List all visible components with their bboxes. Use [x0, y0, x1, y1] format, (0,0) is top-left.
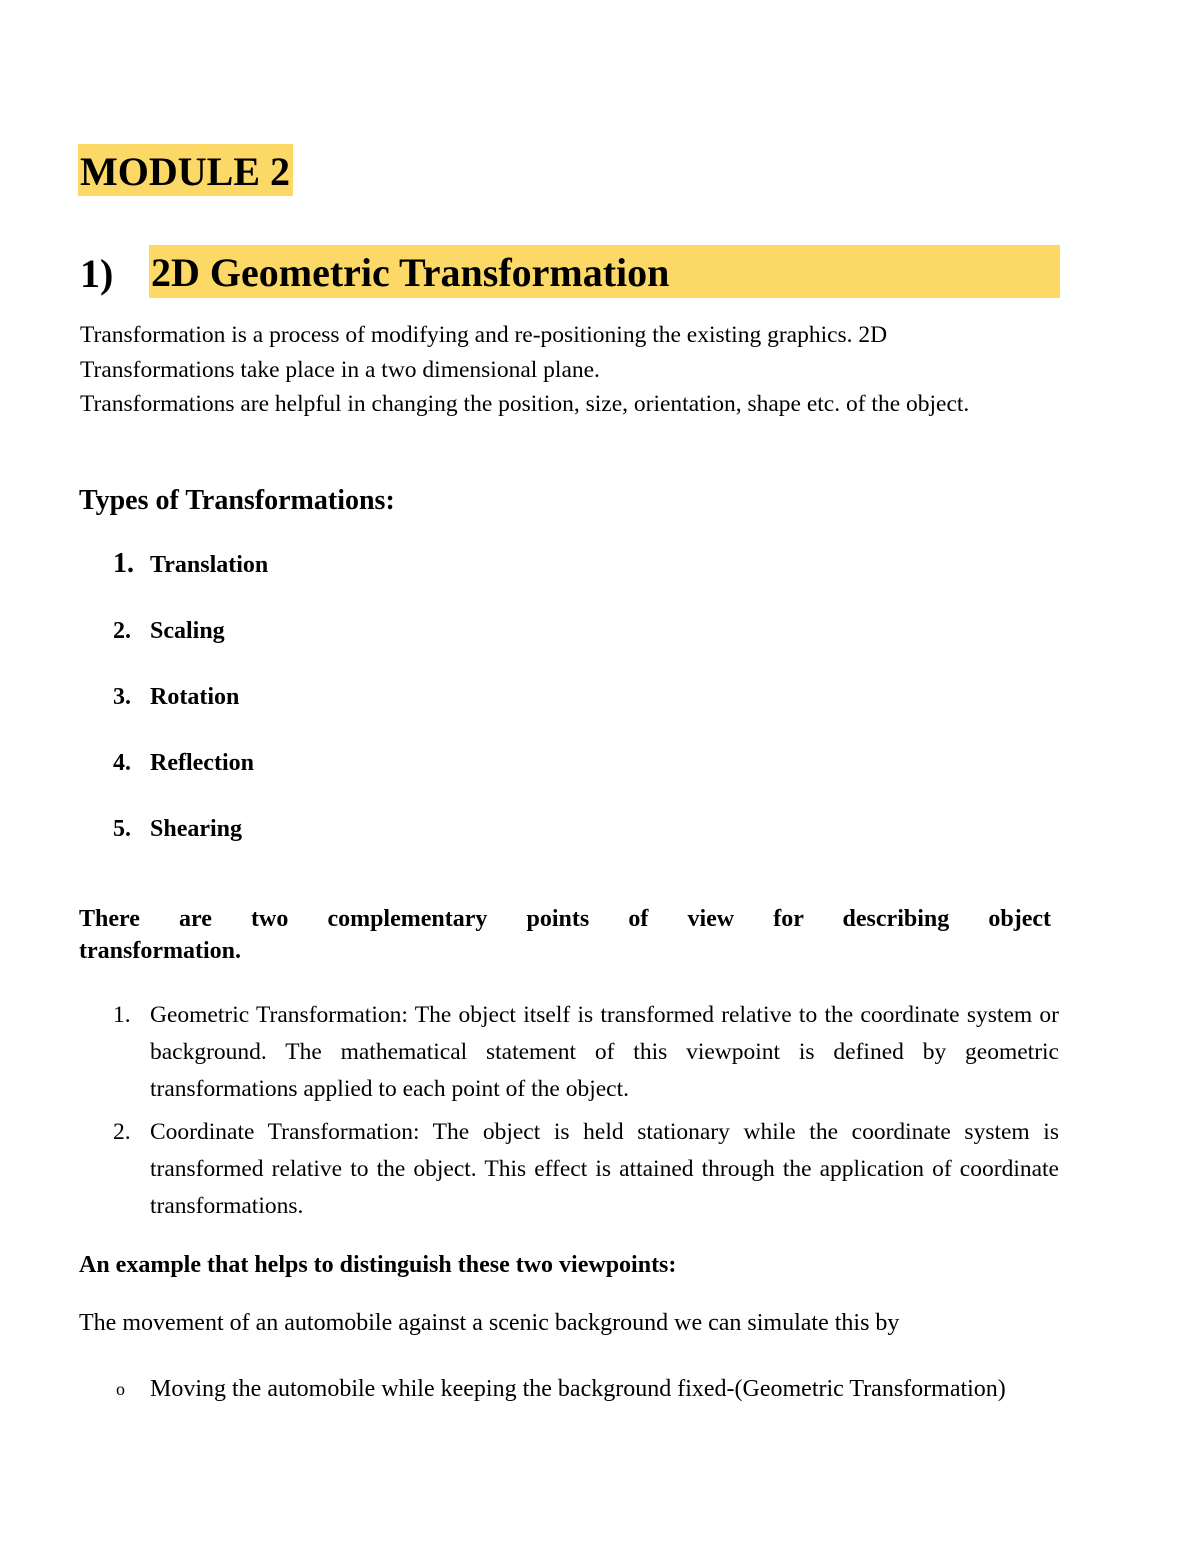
section-title: 2D Geometric Transformation: [149, 245, 1060, 298]
type-item-label: Shearing: [150, 816, 243, 842]
example-heading: An example that helps to distinguish these two viewpoints:: [79, 1252, 677, 1278]
type-item-shearing: [113, 813, 242, 845]
viewpoints-intro-line-2: transformation.: [79, 938, 241, 964]
example-text: The movement of an automobile against a scenic background we can simulate this by: [79, 1310, 900, 1336]
example-bullet-item: [113, 1371, 1059, 1407]
bullet-icon: o: [116, 1379, 125, 1399]
type-item-number: 1.: [113, 548, 134, 579]
type-item-label: Scaling: [150, 618, 225, 644]
section-number: 1): [80, 251, 114, 296]
viewpoint-item-coordinate: [113, 1114, 1059, 1225]
viewpoint-item-geometric: [113, 997, 1059, 1108]
type-item-translation: [113, 548, 268, 581]
type-item-rotation: [113, 681, 239, 713]
type-item-number: 5.: [113, 816, 131, 842]
viewpoint-item-text: Geometric Transformation: The object itself is transformed relative to the coordinate system or background. The mathematical statement of this viewpoint is defined by geometric transformations applied to each point of the object.: [150, 1002, 1059, 1102]
type-item-label: Rotation: [150, 684, 240, 710]
type-item-scaling: [113, 615, 225, 647]
type-item-label: Reflection: [150, 750, 254, 776]
type-item-reflection: [113, 747, 254, 779]
viewpoint-item-text: Coordinate Transformation: The object is held stationary while the coordinate system is transformed relative to the object. This effect is attained through the application of coordinate transformations.: [150, 1119, 1059, 1219]
viewpoints-intro-line-1: There are two complementary points of view for describing object: [79, 906, 1051, 932]
intro-paragraph-1: Transformation is a process of modifying and re-positioning the existing graphics. 2D Transformations take place in a two dimensional plane.: [80, 322, 888, 383]
type-item-number: 2.: [113, 618, 131, 644]
example-bullet-text: Moving the automobile while keeping the background fixed-(Geometric Transformation): [150, 1376, 1006, 1402]
type-item-number: 3.: [113, 684, 131, 710]
viewpoint-item-number: 1.: [113, 1002, 131, 1028]
intro-paragraph-2: Transformations are helpful in changing the position, size, orientation, shape etc. of the object.: [80, 391, 970, 417]
types-heading: Types of Transformations:: [79, 485, 395, 516]
module-title: MODULE 2: [78, 144, 293, 196]
type-item-number: 4.: [113, 750, 131, 776]
viewpoint-item-number: 2.: [113, 1119, 131, 1145]
type-item-label: Translation: [150, 552, 269, 578]
